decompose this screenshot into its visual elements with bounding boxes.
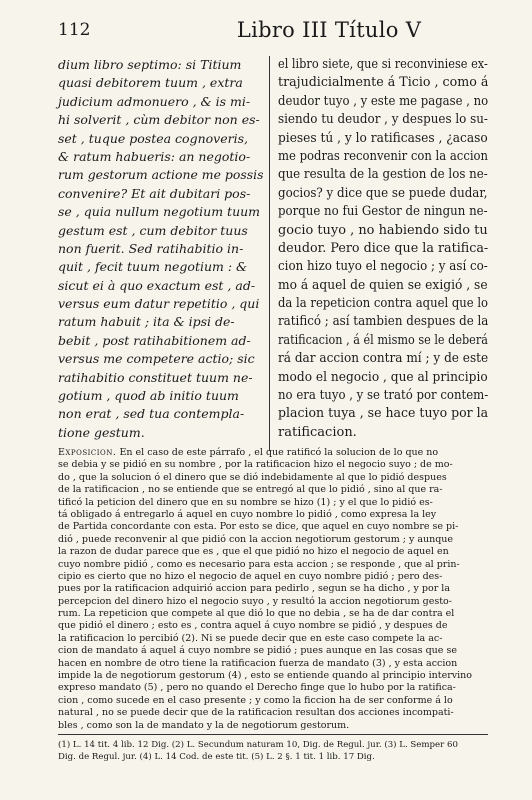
two-column-text bbox=[58, 56, 488, 456]
spanish-line: siendo tu deudor , y despues lo su- bbox=[278, 112, 488, 128]
latin-line: set , tuque postea cognoveris, bbox=[58, 130, 248, 146]
exposition-line: cuyo nombre pidió , como es necesario para esta accion ; se responde , que al prin- bbox=[58, 558, 460, 570]
exposition-line: cion , como sucede en el caso presente ; y como la ficcion ha de ser conforme á lo bbox=[58, 694, 453, 706]
latin-line: gestum est , cum debitor tuus bbox=[58, 222, 248, 238]
exposition-line: percepcion del dinero hizo el negocio suyo , y resultó la accion negotiorum gesto- bbox=[58, 595, 452, 607]
exposition-line: hacen en nombre de otro tiene la ratificacion fuerza de mandato (3) , y esta accion bbox=[58, 657, 458, 669]
spanish-line: mo á aquel de quien se exigió , se bbox=[278, 277, 488, 293]
spanish-line: ratificó ; así tambien despues de la bbox=[278, 314, 489, 330]
exposition-line: expreso mandato (5) , pero no quando el Derecho finge que lo hubo por la ratifica- bbox=[58, 682, 456, 694]
spanish-column bbox=[278, 56, 488, 442]
latin-line: tione gestum. bbox=[58, 424, 145, 440]
spanish-line: porque no fui Gestor de ningun ne- bbox=[278, 204, 488, 220]
exposition-line: de Partida concordante con esta. Por esto se dice, que aquel en cuyo nombre se pi- bbox=[58, 521, 459, 533]
exposition-line: se debia y se pidió en su nombre , por la ratificacion hizo el negocio suyo ; de mo- bbox=[58, 459, 453, 471]
latin-line: hi solverit , cùm debitor non es- bbox=[58, 112, 260, 128]
latin-line: dium libro septimo: si Titium bbox=[58, 57, 242, 72]
spanish-line: rá dar accion contra mí ; y de este bbox=[278, 351, 489, 367]
running-title: Libro III Título V bbox=[236, 18, 422, 42]
footnotes bbox=[58, 740, 488, 763]
spanish-line: gocios? y dice que se puede dudar, bbox=[278, 185, 488, 201]
latin-line: versus me competere actio; sic bbox=[58, 351, 255, 367]
spanish-line: da la repeticion contra aquel que lo bbox=[278, 296, 489, 312]
exposition-line: impide la de negotiorum gestorum (4) , esto se entiende quando al principio intervino bbox=[58, 670, 472, 682]
exposition-paragraph bbox=[58, 447, 488, 732]
spanish-line: modo el negocio , que al principio bbox=[278, 369, 488, 385]
exposition-line: dió , puede reconvenir al que pidió con la accion negotiorum gestorum ; y aunque bbox=[58, 533, 454, 545]
exposition-line: rum. La repeticion que compete al que dió lo que no debia , se ha de dar contra el bbox=[58, 608, 455, 620]
exposition-line: cion de mandato á aquel á cuyo nombre se pidió ; pues aunque en las cosas que se bbox=[58, 645, 457, 657]
exposition-first-line-text: En el caso de este párrafo , el que ratificó la solucion de lo que no bbox=[116, 447, 439, 458]
column-divider bbox=[269, 56, 270, 451]
spanish-line: cion hizo tuyo el negocio ; y así co- bbox=[278, 259, 488, 275]
exposition-line: tificó la peticion del dinero que en su nombre se hizo (1) ; y el que lo pidió es- bbox=[58, 496, 433, 508]
latin-line: versus eum datur repetitio , qui bbox=[58, 296, 260, 312]
exposition-line: la ratificacion lo percibió (2). Ni se puede decir que en este caso compete la ac- bbox=[58, 632, 443, 644]
footnote-line: Dig. de Regul. jur. (4) L. 14 Cod. de este tit. (5) L. 2 §. 1 tit. 1 lib. 17 Dig. bbox=[58, 751, 375, 762]
page-header bbox=[58, 20, 488, 48]
latin-line: non erat , sed tua contempla- bbox=[58, 406, 245, 422]
exposition-line: que pidió el dinero ; esto es , contra aquel á cuyo nombre se pidió , y despues de bbox=[58, 620, 448, 632]
latin-line: ratum habuit ; ita & ipsi de- bbox=[58, 314, 235, 330]
latin-column bbox=[58, 56, 263, 442]
exposition-line: do , que la solucion ó el dinero que se dió indebidamente al que lo pidió despues bbox=[58, 471, 447, 483]
latin-line: ratihabitio constituet tuum ne- bbox=[58, 369, 253, 385]
spanish-line: ratificacion , á él mismo se le deberá bbox=[278, 332, 488, 348]
spanish-line: trajudicialmente á Ticio , como á bbox=[278, 75, 489, 91]
spanish-line: ratificacion. bbox=[278, 424, 357, 440]
page-number: 112 bbox=[58, 20, 91, 40]
footnote-line: (1) L. 14 tit. 4 lib. 12 Dig. (2) L. Secundum naturam 10, Dig. de Regul. jur. (3) L. Semper 60 bbox=[58, 740, 458, 750]
exposition-line: la razon de dudar parece que es , que el que pidió no hizo el negocio de aquel en bbox=[58, 546, 449, 558]
footnote-divider bbox=[58, 734, 488, 735]
exposition-line: bles , como son la de mandato y la de negotiorum gestorum. bbox=[58, 719, 350, 731]
latin-line: sicut ei à quo exactum est , ad- bbox=[58, 277, 256, 293]
exposition-label: Exposicion. bbox=[58, 447, 117, 458]
spanish-line: que resulta de la gestion de los ne- bbox=[278, 167, 488, 183]
exposition-line: natural , no se puede decir que de la ratificacion resultan dos acciones incompati- bbox=[58, 707, 454, 719]
spanish-line: no era tuyo , y se trató por contem- bbox=[278, 388, 489, 404]
spanish-line: pieses tú , y lo ratificases , ¿acaso bbox=[278, 130, 488, 146]
spanish-line: el libro siete, que si reconviniese ex- bbox=[278, 57, 488, 72]
exposition-line: de la ratificacion , no se entiende que se entregó al que lo pidió , sino al que ra- bbox=[58, 484, 443, 496]
latin-line: se , quia nullum negotium tuum bbox=[58, 204, 261, 220]
exposition-line: cipio es cierto que no hizo el negocio de aquel en cuyo nombre pidió ; pero des- bbox=[58, 570, 443, 582]
exposition-first-line bbox=[58, 447, 488, 459]
latin-line: & ratum habueris: an negotio- bbox=[58, 148, 251, 164]
latin-line: bebit , post ratihabitionem ad- bbox=[58, 332, 251, 348]
latin-line: non fuerit. Sed ratihabitio in- bbox=[58, 240, 244, 256]
exposition-line: tá obligado á entregarlo á aquel en cuyo nombre lo pidió , como expresa la ley bbox=[58, 508, 437, 520]
spanish-line: gocio tuyo , no habiendo sido tu bbox=[278, 222, 488, 238]
latin-line: quit , fecit tuum negotium : & bbox=[58, 259, 248, 275]
spanish-line: me podras reconvenir con la accion bbox=[278, 148, 489, 164]
latin-line: gotium , quod ab initio tuum bbox=[58, 388, 239, 404]
spanish-line: placion tuya , se hace tuyo por la bbox=[278, 406, 489, 422]
spanish-line: deudor. Pero dice que la ratifica- bbox=[278, 240, 489, 256]
latin-line: quasi debitorem tuum , extra bbox=[58, 75, 243, 91]
exposition-line: pues por la ratificacion adquirió accion para pedirlo , segun se ha dicho , y por la bbox=[58, 583, 450, 595]
latin-line: judicium admonuero , & is mi- bbox=[58, 93, 251, 109]
latin-line: convenire? Et ait dubitari pos- bbox=[58, 185, 251, 201]
spanish-line: deudor tuyo , y este me pagase , no bbox=[278, 93, 489, 109]
latin-line: rum gestorum actione me possis bbox=[58, 167, 264, 183]
